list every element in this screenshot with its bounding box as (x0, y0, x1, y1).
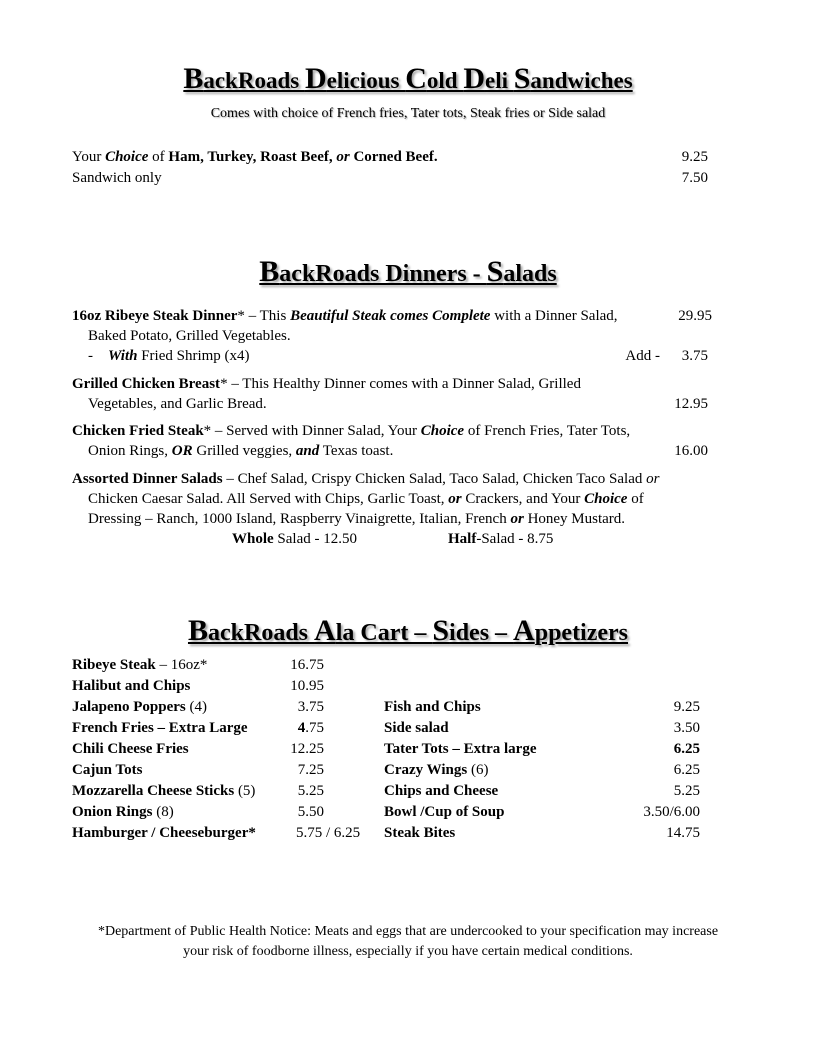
deli-item-choice: Your Choice of Ham, Turkey, Roast Beef, or Corned Beef. (72, 149, 438, 165)
menu-item-mozzarella-sticks: Mozzarella Cheese Sticks (5) (72, 783, 256, 799)
deli-item-choice-price: 9.25 (681, 149, 708, 165)
menu-item-onion-rings: Onion Rings (8) (72, 804, 174, 820)
ribeye-addon: - With Fried Shrimp (x4) (88, 348, 250, 364)
deli-item-sandwich-only: Sandwich only (72, 170, 162, 186)
ribeye-addon-price: 3.75 (681, 348, 708, 364)
ribeye-dinner-price: 29.95 (678, 308, 712, 324)
menu-item-tater-tots: Tater Tots – Extra large (384, 741, 537, 757)
health-notice: *Department of Public Health Notice: Meats and eggs that are undercooked to your specification may increase your risk of foodborne illness, especially if you have certain medical conditions. (97, 924, 719, 959)
chicken-fried-steak-line1: Chicken Fried Steak* – Served with Dinner Salad, Your Choice of French Fries, Tater Tots, (72, 423, 631, 439)
deli-sides-note: Comes with choice of French fries, Tater tots, Steak fries or Side salad (210, 106, 606, 121)
whole-salad-price: Whole Salad - 12.50 (232, 531, 357, 547)
menu-item-price: 9.25 (673, 699, 700, 715)
grilled-chicken-price: 12.95 (674, 396, 708, 412)
menu-item-price: 16.75 (290, 657, 324, 673)
ribeye-addon-label: Add - (625, 348, 660, 364)
menu-item-steak-bites: Steak Bites (384, 825, 456, 841)
menu-item-price: 12.25 (290, 741, 324, 757)
menu-item-side-salad: Side salad (384, 720, 449, 736)
menu-item-crazy-wings: Crazy Wings (6) (384, 762, 489, 778)
menu-item-price: 3.50/6.00 (643, 804, 700, 820)
dinner-salads-line2: Chicken Caesar Salad. All Served with Chips, Garlic Toast, or Crackers, and Your Choice of (88, 491, 644, 507)
menu-item-price: 3.75 (297, 699, 324, 715)
menu-item-jalapeno-poppers: Jalapeno Poppers (4) (72, 699, 208, 715)
menu-item-price: 3.50 (673, 720, 700, 736)
menu-item-price: 7.25 (297, 762, 324, 778)
menu-item-ribeye-steak: Ribeye Steak – 16oz* (72, 657, 208, 673)
menu-item-soup: Bowl /Cup of Soup (384, 804, 505, 820)
menu-item-french-fries: French Fries – Extra Large (72, 720, 248, 736)
menu-item-price: 6.25 (673, 762, 700, 778)
menu-item-halibut: Halibut and Chips (72, 678, 191, 694)
menu-item-price: 6.25 (673, 741, 700, 757)
deli-section-title: BackRoads Delicious Cold Deli Sandwiches (183, 62, 633, 95)
menu-item-price: 5.25 (297, 783, 324, 799)
menu-item-cajun-tots: Cajun Tots (72, 762, 143, 778)
menu-item-price: 5.75 / 6.25 (296, 825, 361, 841)
chicken-fried-steak-line2: Onion Rings, OR Grilled veggies, and Texas toast. (88, 443, 394, 459)
deli-item-sandwich-only-price: 7.50 (681, 170, 708, 186)
half-salad-price: Half-Salad - 8.75 (448, 531, 554, 547)
menu-item-burger: Hamburger / Cheeseburger* (72, 825, 256, 841)
dinners-section-title: BackRoads Dinners - Salads (259, 255, 557, 288)
grilled-chicken-line1: Grilled Chicken Breast* – This Healthy Dinner comes with a Dinner Salad, Grilled (72, 376, 581, 392)
menu-item-chips-and-cheese: Chips and Cheese (384, 783, 499, 799)
alacart-section-title: BackRoads Ala Cart – Sides – Appetizers (187, 614, 629, 647)
dinner-salads-line3: Dressing – Ranch, 1000 Island, Raspberry Vinaigrette, Italian, French or Honey Mustard. (88, 511, 626, 527)
menu-item-price: 5.50 (297, 804, 324, 820)
dinner-salads-line1: Assorted Dinner Salads – Chef Salad, Crispy Chicken Salad, Taco Salad, Chicken Taco Salad or (72, 471, 660, 487)
menu-item-price: 5.25 (673, 783, 700, 799)
menu-item-price: 14.75 (666, 825, 700, 841)
chicken-fried-steak-price: 16.00 (674, 443, 708, 459)
menu-item-chili-cheese-fries: Chili Cheese Fries (72, 741, 189, 757)
grilled-chicken-line2: Vegetables, and Garlic Bread. (88, 396, 267, 412)
ribeye-dinner-line1: 16oz Ribeye Steak Dinner* – This Beautiful Steak comes Complete with a Dinner Salad, (72, 308, 618, 324)
menu-item-price: 10.95 (290, 678, 324, 694)
menu-item-price: 4.75 (297, 720, 324, 736)
menu-item-fish-and-chips: Fish and Chips (384, 699, 481, 715)
ribeye-dinner-line2: Baked Potato, Grilled Vegetables. (88, 328, 291, 344)
